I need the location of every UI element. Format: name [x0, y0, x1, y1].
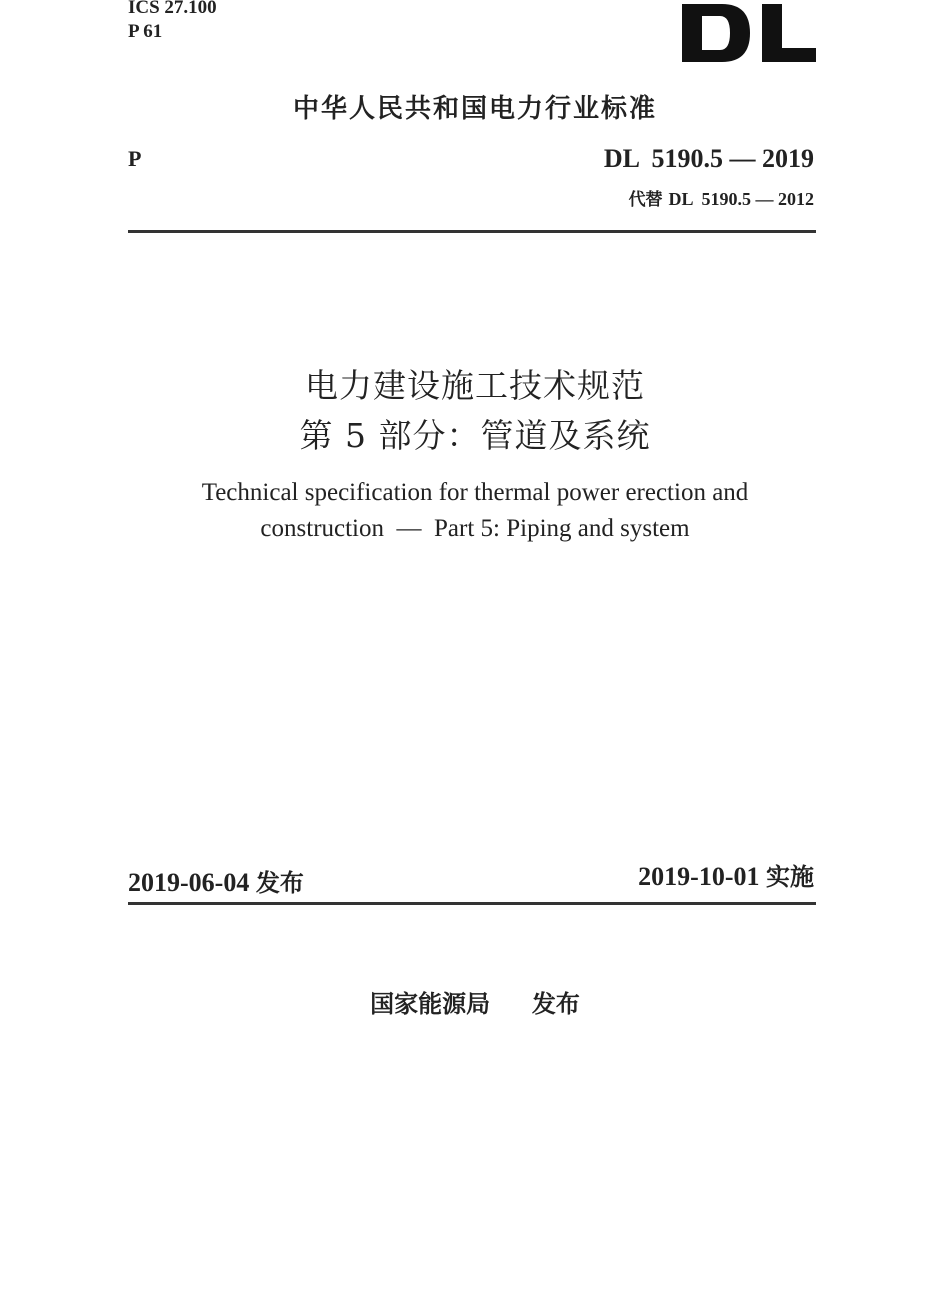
replaces-prefix: 代替	[628, 190, 663, 210]
standard-number: DL 5190.5 — 2019	[603, 144, 814, 173]
dl-logo	[682, 4, 816, 62]
effective-date: 2019-10-01	[638, 862, 760, 891]
category-letter: P	[128, 146, 142, 171]
industry-standard-title: 中华人民共和国电力行业标准	[292, 94, 657, 124]
effective-date-block	[638, 857, 814, 892]
title-cn-line1: 电力建设施工技术规范	[305, 366, 645, 405]
title-en-line1: Technical specification for thermal power erection and	[201, 479, 749, 506]
publisher-action: 发布	[531, 990, 580, 1018]
top-divider	[128, 230, 816, 233]
publisher-name: 国家能源局	[370, 990, 491, 1018]
title-cn-line2: 第 5 部分：管道及系统	[299, 416, 651, 455]
logo-letter-l	[762, 4, 816, 62]
title-en-line2: construction — Part 5: Piping and system	[260, 515, 690, 542]
replaces-standard	[629, 185, 814, 210]
replaces-code: DL 5190.5 — 2012	[668, 189, 814, 209]
publisher-line	[0, 984, 950, 1019]
issue-date-block	[128, 863, 304, 898]
ics-code: ICS 27.100	[128, 0, 217, 18]
bottom-divider	[128, 902, 816, 905]
logo-letter-d	[682, 4, 750, 62]
issue-date: 2019-06-04	[128, 868, 250, 897]
issue-label: 发布	[255, 869, 304, 897]
classification-code: P 61	[128, 21, 163, 42]
effective-label: 实施	[766, 863, 814, 891]
